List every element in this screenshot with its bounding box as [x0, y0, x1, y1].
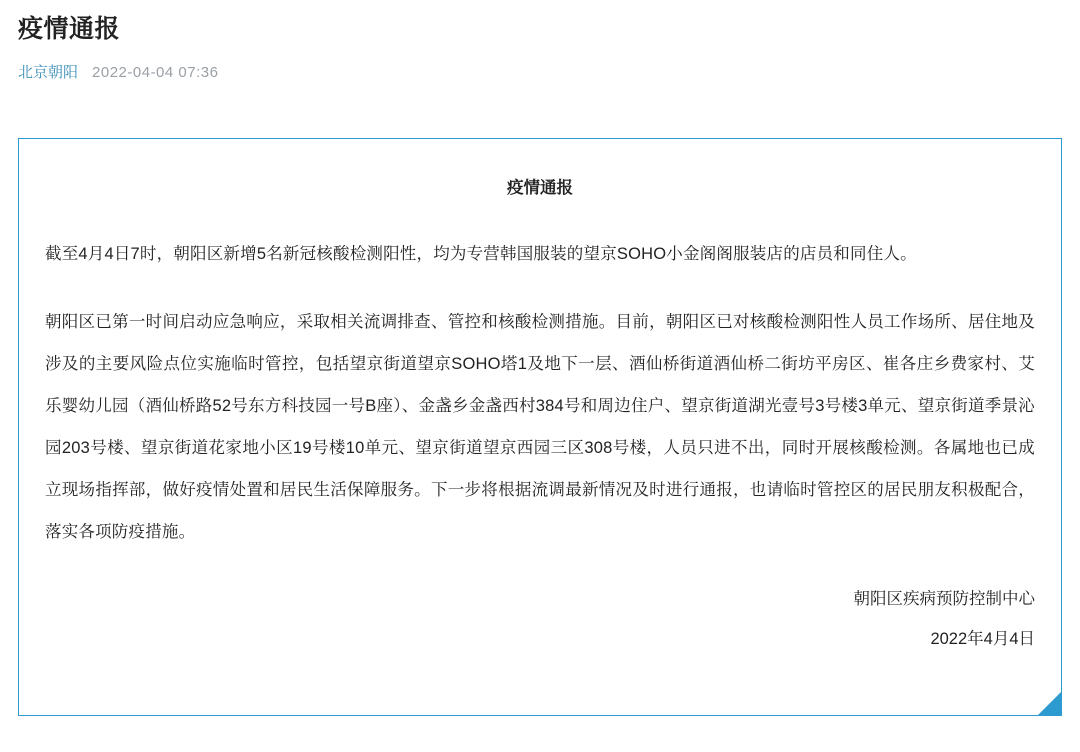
notice-card: [18, 138, 1062, 716]
article-meta: [18, 62, 1062, 84]
article-source[interactable]: 北京朝阳: [18, 64, 79, 81]
signature-date: 2022年4月4日: [930, 630, 1035, 648]
notice-paragraph-1: 截至4月4日7时，朝阳区新增5名新冠核酸检测阳性，均为专营韩国服装的望京SOHO小金阁阁服装店的店员和同住人。: [45, 245, 917, 263]
article-page: [0, 10, 1080, 752]
notice-heading: 疫情通报: [507, 179, 573, 197]
page-title: 疫情通报: [18, 15, 121, 43]
notice-signature: [45, 579, 1035, 659]
corner-fold-decoration: [1037, 692, 1061, 716]
signature-organization: 朝阳区疾病预防控制中心: [853, 590, 1035, 608]
notice-paragraph-2: 朝阳区已第一时间启动应急响应，采取相关流调排查、管控和核酸检测措施。目前，朝阳区已对核酸检测阳性人员工作场所、居住地及涉及的主要风险点位实施临时管控，包括望京街道望京SOHO塔1及地下一层、酒仙桥街道酒仙桥二街坊平房区、崔各庄乡费家村、艾乐婴幼儿园（酒仙桥路52号东方科技园一号B座）、金盏乡金盏西村384号和周边住户、望京街道湖光壹号3号楼3单元、望京街道季景沁园203号楼、望京街道花家地小区19号楼10单元、望京街道望京西园三区308号楼，人员只进不出，同时开展核酸检测。各属地也已成立现场指挥部，做好疫情处置和居民生活保障服务。下一步将根据流调最新情况及时进行通报，也请临时管控区的居民朋友积极配合，落实各项防疫措施。: [45, 313, 1035, 541]
article-timestamp: 2022-04-04 07:36: [92, 64, 219, 81]
